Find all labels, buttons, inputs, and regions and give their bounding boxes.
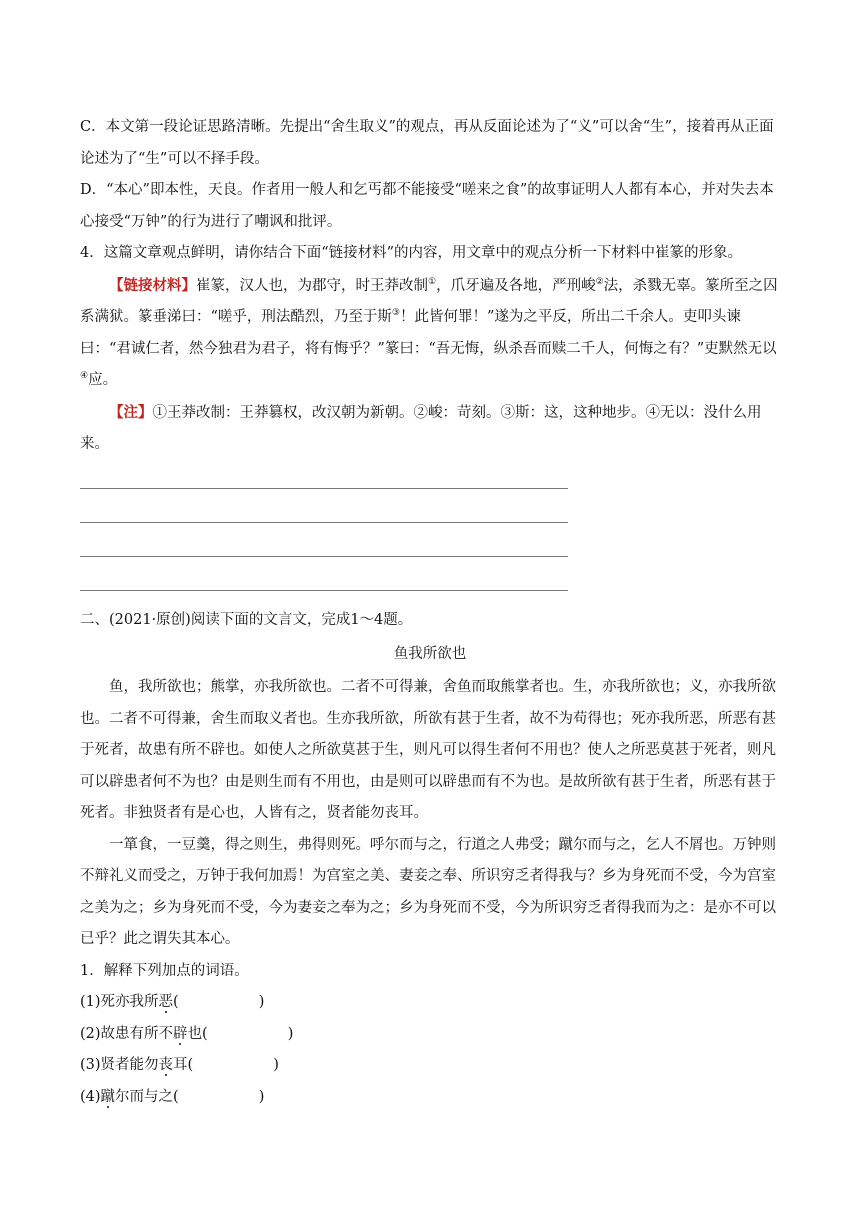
item-text: (1)死亦我所 xyxy=(80,994,159,1010)
answer-line[interactable] xyxy=(80,463,780,497)
footnote-mark-1: ① xyxy=(428,276,437,287)
answer-line[interactable] xyxy=(80,565,780,599)
document-page xyxy=(80,112,780,1113)
note-text: ①王莽改制：王莽篡权，改汉朝为新朝。②峻：苛刻。③斯：这，这种地步。④无以：没什么用来。 xyxy=(80,404,762,452)
option-c: C．本文第一段论证思路清晰。先提出“舍生取义”的观点，再从反面论述为了“义”可以舍“生”，接着再从正面论述为了“生”可以不择手段。 xyxy=(80,119,774,167)
material-text-3: 法，杀戮无辜。篆所至之囚系满狱。篆垂涕曰：“嗟乎，刑法酷烈，乃至于斯 xyxy=(80,277,778,325)
question-1: 1．解释下列加点的词语。 xyxy=(80,962,249,979)
answer-line[interactable] xyxy=(80,497,780,531)
dotted-char: 丧 xyxy=(158,1057,174,1073)
footnote-mark-4: ④ xyxy=(80,371,89,382)
essay-title: 鱼我所欲也 xyxy=(393,646,467,662)
dotted-char: 辟 xyxy=(173,1025,188,1042)
material-text-4: ！此皆何罪！”遂为之平反，所出二千余人。吏叩头谏曰：“君诚仁者，然今独君为君子，将有悔乎？”篆曰：“吾无悔，纵杀吾而赎二千人，何悔之有？”吏默然无以 xyxy=(80,309,777,357)
close-paren: ) xyxy=(258,1088,265,1105)
vocab-item: (3)贤者能勿丧耳( ) xyxy=(80,1057,279,1073)
vocab-item: (4)蹴尔而与之( ) xyxy=(80,1088,265,1105)
item-text: 耳 xyxy=(173,1057,188,1073)
answer-line[interactable] xyxy=(80,531,780,565)
vocab-item: (2)故患有所不辟也( ) xyxy=(80,1025,294,1042)
material-text-1: 崔篆，汉人也，为郡守，时王莽改制 xyxy=(196,277,428,294)
question-4: 4．这篇文章观点鲜明，请你结合下面“链接材料”的内容，用文章中的观点分析一下材料中崔篆的形象。 xyxy=(80,245,743,261)
essay-paragraph-1: 鱼，我所欲也；熊掌，亦我所欲也。二者不可得兼，舍鱼而取熊掌者也。生，亦我所欲也；义，亦我所欲也。二者不可得兼，舍生而取义者也。生亦我所欲，所欲有甚于生者，故不为苟得也；死亦我所恶，所恶有甚于死者，故患有所不辟也。如使人之所欲莫甚于生，则凡可以得生者何不用也？使人之所恶莫甚于死者，则凡可以辟患者何不为也？由是则生而有不用也，由是则可以辟患而有不为也。是故所欲有甚于生者，所恶有甚于死者。非独贤者有是心也，人皆有之，贤者能勿丧耳。 xyxy=(80,679,776,821)
vocab-item: (1)死亦我所恶( ) xyxy=(80,994,265,1010)
item-text: 尔而与之 xyxy=(115,1088,174,1105)
item-text: (3)贤者能勿 xyxy=(80,1057,159,1073)
item-text: (4) xyxy=(80,1088,101,1105)
material-tag: 【链接材料】 xyxy=(109,276,196,294)
dotted-char: 蹴 xyxy=(100,1088,116,1105)
material-text-2: ，爪牙遍及各地，严刑峻 xyxy=(436,277,596,294)
answer-lines xyxy=(80,463,780,599)
close-paren: ) xyxy=(273,1057,279,1073)
option-d: D．“本心”即本性，天良。作者用一般人和乞丐都不能接受“嗟来之食”的故事证明人人都有本心，并对失去本心接受“万钟”的行为进行了嘲讽和批评。 xyxy=(80,182,774,230)
material-text-5: 应。 xyxy=(88,372,118,388)
footnote-mark-2: ② xyxy=(595,276,604,287)
close-paren: ) xyxy=(258,994,265,1010)
footnote-mark-3: ③ xyxy=(391,308,400,319)
note-tag: 【注】 xyxy=(109,403,153,421)
item-text: (2)故患有所不 xyxy=(80,1025,174,1042)
essay-paragraph-2: 一箪食，一豆羹，得之则生，弗得则死。呼尔而与之，行道之人弗受；蹴尔而与之，乞人不屑也。万钟则不辩礼义而受之，万钟于我何加焉！为宫室之美、妻妾之奉、所识穷乏者得我与？乡为身死而不受，今为宫室之美为之；乡为身死而不受，今为妻妾之奉为之；乡为身死而不受，今为所识穷乏者得我而为之：是亦不可以已乎？此之谓失其本心。 xyxy=(80,836,776,947)
item-text: 也 xyxy=(187,1025,203,1042)
close-paren: ) xyxy=(287,1025,294,1042)
section-heading: 二、(2021·原创)阅读下面的文言文，完成1～4题。 xyxy=(80,611,413,628)
link-material xyxy=(80,270,780,397)
dotted-char: 恶 xyxy=(158,994,174,1010)
notes xyxy=(80,397,780,461)
